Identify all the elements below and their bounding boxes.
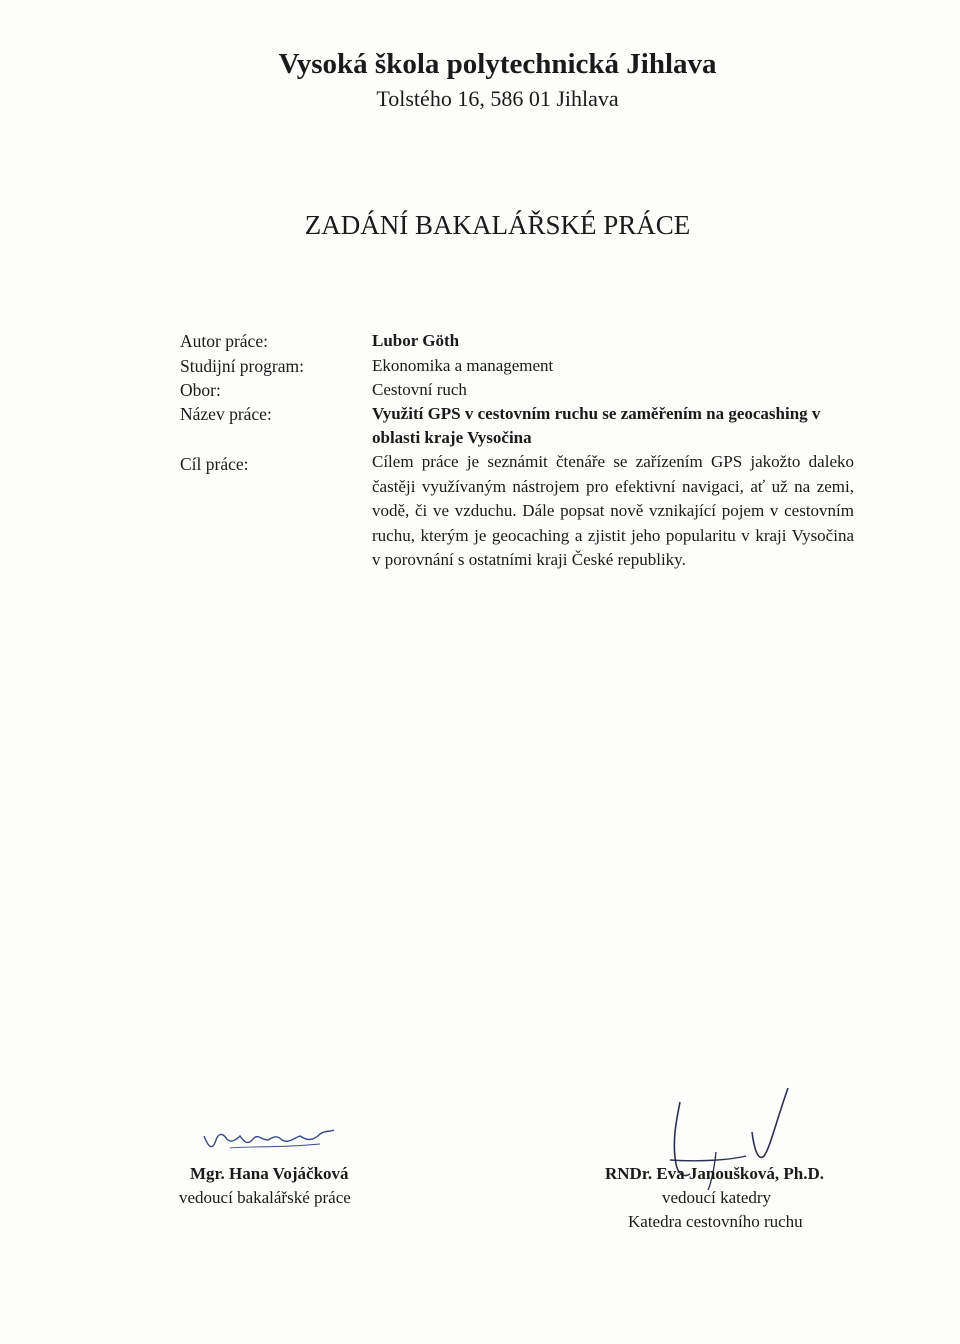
- head-of-department-role: vedoucí katedry: [662, 1188, 772, 1207]
- thesis-title-line-1: Využití GPS v cestovním ruchu se zaměřením na geocashing v: [372, 404, 821, 423]
- thesis-title-line-2: oblasti kraje Vysočina: [372, 428, 532, 447]
- supervisor-name: Mgr. Hana Vojáčková: [190, 1164, 349, 1183]
- document-title: ZADÁNÍ BAKALÁŘSKÉ PRÁCE: [304, 210, 691, 240]
- program-label: Studijní program:: [180, 356, 304, 376]
- school-name: Vysoká škola polytechnická Jihlava: [278, 48, 717, 80]
- goal-label: Cíl práce:: [180, 454, 249, 474]
- author-label: Autor práce:: [180, 331, 268, 351]
- handwritten-signature-left: [200, 1122, 340, 1162]
- field-value: Cestovní ruch: [372, 380, 467, 399]
- goal-text: Cílem práce je seznámit čtenáře se zařízením GPS jakožto daleko častěji využívaným nástrojem pro efektivní navigaci, ať už na zemi, vodě, či ve vzduchu. Dále popsat nově vznikající pojem v cestovním ruchu, kterým je geocaching a zjistit jeho popularitu v kraji Vysočina v porovnání s ostatními kraji České republiky.: [372, 452, 854, 570]
- author-value: Lubor Göth: [372, 331, 460, 350]
- field-label: Obor:: [180, 380, 221, 400]
- thesis-title-label: Název práce:: [180, 404, 272, 424]
- school-address: Tolstého 16, 586 01 Jihlava: [376, 86, 619, 111]
- program-value: Ekonomika a management: [372, 356, 554, 375]
- department-name: Katedra cestovního ruchu: [628, 1212, 803, 1231]
- supervisor-role: vedoucí bakalářské práce: [179, 1188, 351, 1207]
- head-of-department-name: RNDr. Eva Janoušková, Ph.D.: [605, 1164, 824, 1183]
